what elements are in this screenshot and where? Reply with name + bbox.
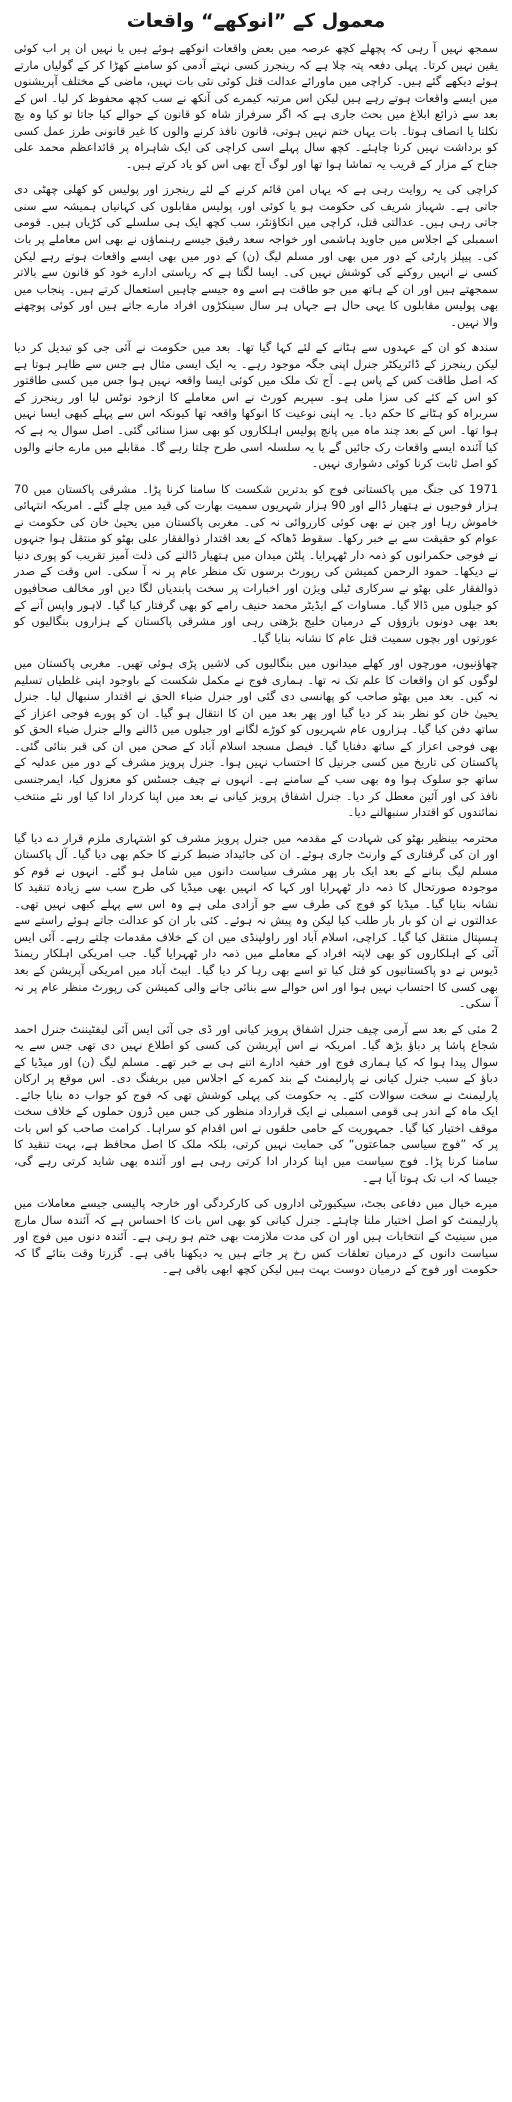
article-paragraph: کراچی کی یہ روایت رہی ہے کہ یہاں امن قائم کرنے کے لئے رینجرز اور پولیس کو کھلی چھٹی دی جاتی ہے۔ شہباز شریف کی حکومت ہو یا کوئی اور، پولیس مقابلوں کی کہانیاں ہمیشہ سے سنی جاتی رہی ہیں۔ عدالتی قتل، کراچی میں انکاؤنٹر، سب کچھ ایک ہی سلسلے کی کڑیاں ہیں۔ قومی اسمبلی کے اجلاس میں جاوید ہاشمی اور خواجہ سعد رفیق جیسے رہنماؤں نے بھی اس معاملے پر بات کی۔ پیپلز پارٹی کے دور میں بھی اور مسلم لیگ (ن) کے دور میں بھی ایسے واقعات ہوتے رہے لیکن کسی نے انہیں روکنے کی کوشش نہیں کی۔ ایسا لگتا ہے کہ ریاستی ادارے خود کو قانون سے بالاتر سمجھتے ہیں اور ان کے ہاتھ میں جو طاقت ہے اسے وہ جیسے چاہیں استعمال کرتے ہیں۔ پنجاب میں بھی پولیس مقابلوں کا یہی حال ہے جہاں ہر سال سینکڑوں افراد مارے جاتے ہیں اور کوئی پوچھنے والا نہیں۔: [14, 182, 498, 329]
article-paragraph: محترمہ بینظیر بھٹو کی شہادت کے مقدمہ میں جنرل پرویز مشرف کو اشتہاری ملزم قرار دے دیا گیا اور ان کی گرفتاری کے وارنٹ جاری ہوئے۔ ان کی جائیداد ضبط کرنے کا حکم بھی دیا گیا۔ آل پاکستان مسلم لیگ بنانے کے بعد ایک بار پھر مشرف سیاست دانوں میں شامل ہو گئے۔ انہوں نے قوم کو موجودہ صورتحال کا ذمہ دار ٹھہرایا اور کہا کہ انہیں بھی میڈیا کی طرح سب سے زیادہ تنقید کا نشانہ بنایا گیا۔ میڈیا کو فوج کی طرف سے جو آزادی ملی ہے وہ اس سے پہلے کبھی نہیں تھی۔ عدالتوں نے ان کو بار بار طلب کیا لیکن وہ پیش نہ ہوئے۔ کئی بار ان کو عدالت جاتے ہوئے راستے سے ہسپتال منتقل کیا گیا۔ کراچی، اسلام آباد اور راولپنڈی میں ان کے خلاف مقدمات چلتے رہے۔ آئی ایس آئی کے اہلکاروں کو بھی لاپتہ افراد کے معاملے میں ذمہ دار ٹھہرایا گیا۔ جب امریکی اہلکار ریمنڈ ڈیوس نے دو پاکستانیوں کو قتل کیا تو اسے بھی رہا کر دیا گیا۔ ایبٹ آباد میں امریکی آپریشن کے بعد بھی کسی کا احتساب نہیں ہوا اور اس حوالے سے بنائی جانے والی کمیشن کی رپورٹ منظر عام پر نہ آ سکی۔: [14, 830, 498, 1011]
article-paragraph: چھاؤنیوں، مورچوں اور کھلے میدانوں میں بنگالیوں کی لاشیں پڑی ہوئی تھیں۔ مغربی پاکستان میں لوگوں کو ان واقعات کا علم تک نہ تھا۔ ہماری فوج نے مکمل شکست کے باوجود اپنی غلطیاں تسلیم نہ کیں۔ بعد میں بھٹو صاحب کو پھانسی دی گئی اور جنرل ضیاء الحق نے اقتدار سنبھال لیا۔ جنرل یحییٰ خان کو نظر بند کر دیا گیا اور پھر بعد میں ان کا انتقال ہو گیا۔ ان کو پورے فوجی اعزاز کے ساتھ دفن کیا گیا۔ ہزاروں عام شہریوں کو کوڑے لگانے اور جیلوں میں ڈالنے والے جنرل ضیاء الحق کو بھی فوجی اعزاز کے ساتھ دفنایا گیا۔ فیصل مسجد اسلام آباد کے صحن میں ان کی قبر بنائی گئی۔ پاکستان کی تاریخ میں کسی جرنیل کا احتساب نہیں ہوا۔ جنرل پرویز مشرف کے دور میں عدلیہ کے ساتھ جو سلوک ہوا وہ بھی سب کے سامنے ہے۔ انہوں نے چیف جسٹس کو معزول کیا، ایمرجنسی نافذ کی اور آئین معطل کر دیا۔ جنرل اشفاق پرویز کیانی نے بعد میں اپنا کردار ادا کیا اور نئے منتخب نمائندوں کو اقتدار سنبھالنے دیا۔: [14, 656, 498, 820]
article-headline: معمول کے ”انوکھے“ واقعات: [126, 10, 386, 32]
article-paragraph: 1971 کی جنگ میں پاکستانی فوج کو بدترین شکست کا سامنا کرنا پڑا۔ مشرقی پاکستان میں 70 ہزار فوجیوں نے ہتھیار ڈالے اور 90 ہزار شہریوں سمیت بھارت کی قید میں چلے گئے۔ امریکہ انتہائی خاموش رہا اور چین نے بھی کوئی کارروائی نہ کی۔ مغربی پاکستان میں یحییٰ خان کی حکومت نے عوام کو حقیقت سے بے خبر رکھا۔ سقوط ڈھاکہ کے بعد اقتدار ذوالفقار علی بھٹو کو منتقل ہوا جنہوں نے فوجی حکمرانوں کو ذمہ دار ٹھہرایا۔ پلٹن میدان میں ہتھیار ڈالنے کی ذلت آمیز تقریب کو پوری دنیا نے دیکھا۔ حمود الرحمن کمیشن کی رپورٹ برسوں تک منظر عام پر نہ آ سکی۔ اس وقت کے صدر ذوالفقار علی بھٹو نے سرکاری ٹیلی ویژن اور اخبارات پر سخت پابندیاں لگا دیں اور مخالف صحافیوں کو جیلوں میں ڈالا گیا۔ مساوات کے ایڈیٹر محمد حنیف رامے کو بھی گرفتار کیا گیا۔ لاہور واپس آنے کے بعد بھی دونوں بازوؤں کے درمیان خلیج بڑھتی رہی اور مشرقی پاکستان کے ہزاروں بنگالیوں کو عورتوں اور بچوں سمیت قتل عام کا نشانہ بنایا گیا۔: [14, 481, 498, 645]
article-body: [14, 40, 498, 1278]
article-paragraph: 2 مئی کے بعد سے آرمی چیف جنرل اشفاق پرویز کیانی اور ڈی جی آئی ایس آئی لیفٹیننٹ جنرل احمد شجاع پاشا پر دباؤ بڑھ گیا۔ امریکہ نے اس آپریشن کی کسی کو اطلاع نہیں دی تھی جس سے یہ سوال پیدا ہوا کہ کیا ہماری فوج اور خفیہ ادارے اتنے ہی بے خبر تھے۔ مسلم لیگ (ن) اور میڈیا کے دباؤ کے سبب جنرل کیانی نے پارلیمنٹ کے بند کمرے کے اجلاس میں بریفنگ دی۔ اس موقع پر ارکان پارلیمنٹ نے سخت سوالات کئے۔ یہ حکومت کی پہلی کوشش تھی کہ فوج کو جواب دہ بنایا جائے۔ ایک ماہ کے اندر ہی قومی اسمبلی نے ایک قرارداد منظور کی جس میں ڈرون حملوں کے خلاف سخت موقف اختیار کیا گیا۔ جمہوریت کے حامی حلقوں نے اس اقدام کو سراہا۔ کرامت صاحب کو اس بات پر کہ ”فوج سیاسی جماعتوں“ کی حمایت نہیں کرتی، بلکہ ملک کا اصل محافظ ہے، بہت تنقید کا سامنا کرنا پڑا۔ فوج سیاست میں اپنا کردار ادا کرتی رہی ہے اور آئندہ بھی شاید کرتی رہے گی، جیسا کہ اب تک ہوتا آیا ہے۔: [14, 1021, 498, 1185]
article-paragraph: سمجھ نہیں آ رہی کہ پچھلے کچھ عرصہ میں بعض واقعات انوکھے ہوئے ہیں یا نہیں ان پر اب کوئی یقین نہیں کرتا۔ پہلی دفعہ پتہ چلا ہے کہ رینجرز کسی نہتے آدمی کو سامنے کھڑا کر کے گولیاں مارتے ہوئے دیکھے گئے ہیں۔ کراچی میں ماورائے عدالت قتل کوئی نئی بات نہیں، ماضی کے مختلف آپریشنوں میں ایسے واقعات ہوتے رہے ہیں لیکن اس مرتبہ کیمرے کی آنکھ نے سب کچھ محفوظ کر لیا۔ اس کے بعد سے ذرائع ابلاغ میں بحث جاری ہے کہ اگر سرفراز شاہ کو قانون کے حوالے کیا جاتا تو کیا وہ بچ نکلتا یا انصاف ہوتا۔ بات یہاں ختم نہیں ہوتی، قانون نافذ کرنے والوں کا غیر قانونی طرز عمل کسی کو برداشت نہیں کرنا چاہئے۔ کچھ سال پہلے اسی کراچی کی ایک شاہراہ پر قائداعظم محمد علی جناح کے مزار کے قریب یہ تماشا ہوا تھا اور لوگ آج بھی اس کو یاد کرتے ہیں۔: [14, 41, 498, 171]
article-paragraph: سندھ کو ان کے عہدوں سے ہٹانے کے لئے کہا گیا تھا۔ بعد میں حکومت نے آئی جی کو تبدیل کر دیا لیکن رینجرز کے ڈائریکٹر جنرل اپنی جگہ موجود رہے۔ یہ ایک ایسی مثال ہے جس سے ظاہر ہوتا ہے کہ اصل طاقت کس کے پاس ہے۔ آج تک ملک میں کوئی ایسا واقعہ نہیں ہوا جس میں کسی طاقتور کو اس کے کئے کی سزا ملی ہو۔ سپریم کورٹ نے اس معاملے کا ازخود نوٹس لیا اور رینجرز کے سربراہ کو ہٹانے کا حکم دیا۔ یہ اپنی نوعیت کا انوکھا واقعہ تھا کیونکہ اس سے پہلے کبھی ایسا نہیں ہوا تھا۔ اس کے بعد چند ماہ میں پانچ پولیس اہلکاروں کو بھی سزا سنائی گئی۔ اصل سوال یہ ہے کہ کیا آئندہ ایسے واقعات رک جائیں گے یا یہ سلسلہ اسی طرح چلتا رہے گا۔ مقابلے میں مارے جانے والوں کو اصل ثابت کرنا کوئی دشواری نہیں۔: [14, 340, 498, 471]
article-paragraph: میرے خیال میں دفاعی بجٹ، سیکیورٹی اداروں کی کارکردگی اور خارجہ پالیسی جیسے معاملات میں پارلیمنٹ کو اصل اختیار ملنا چاہئے۔ جنرل کیانی کو بھی اس بات کا احساس ہے کہ آئندہ سال مارچ میں سینیٹ کے انتخابات ہیں اور ان کی مدت ملازمت بھی ختم ہو رہی ہے۔ آئندہ دنوں میں فوج اور سیاست دانوں کے درمیان تعلقات کس رخ پر جاتے ہیں یہ دیکھنا باقی ہے۔ گزرتا وقت بتائے گا کہ حکومت اور فوج کے درمیان دوست بہت ہیں لیکن کچھ ابھی باقی ہے۔: [14, 1196, 498, 1277]
